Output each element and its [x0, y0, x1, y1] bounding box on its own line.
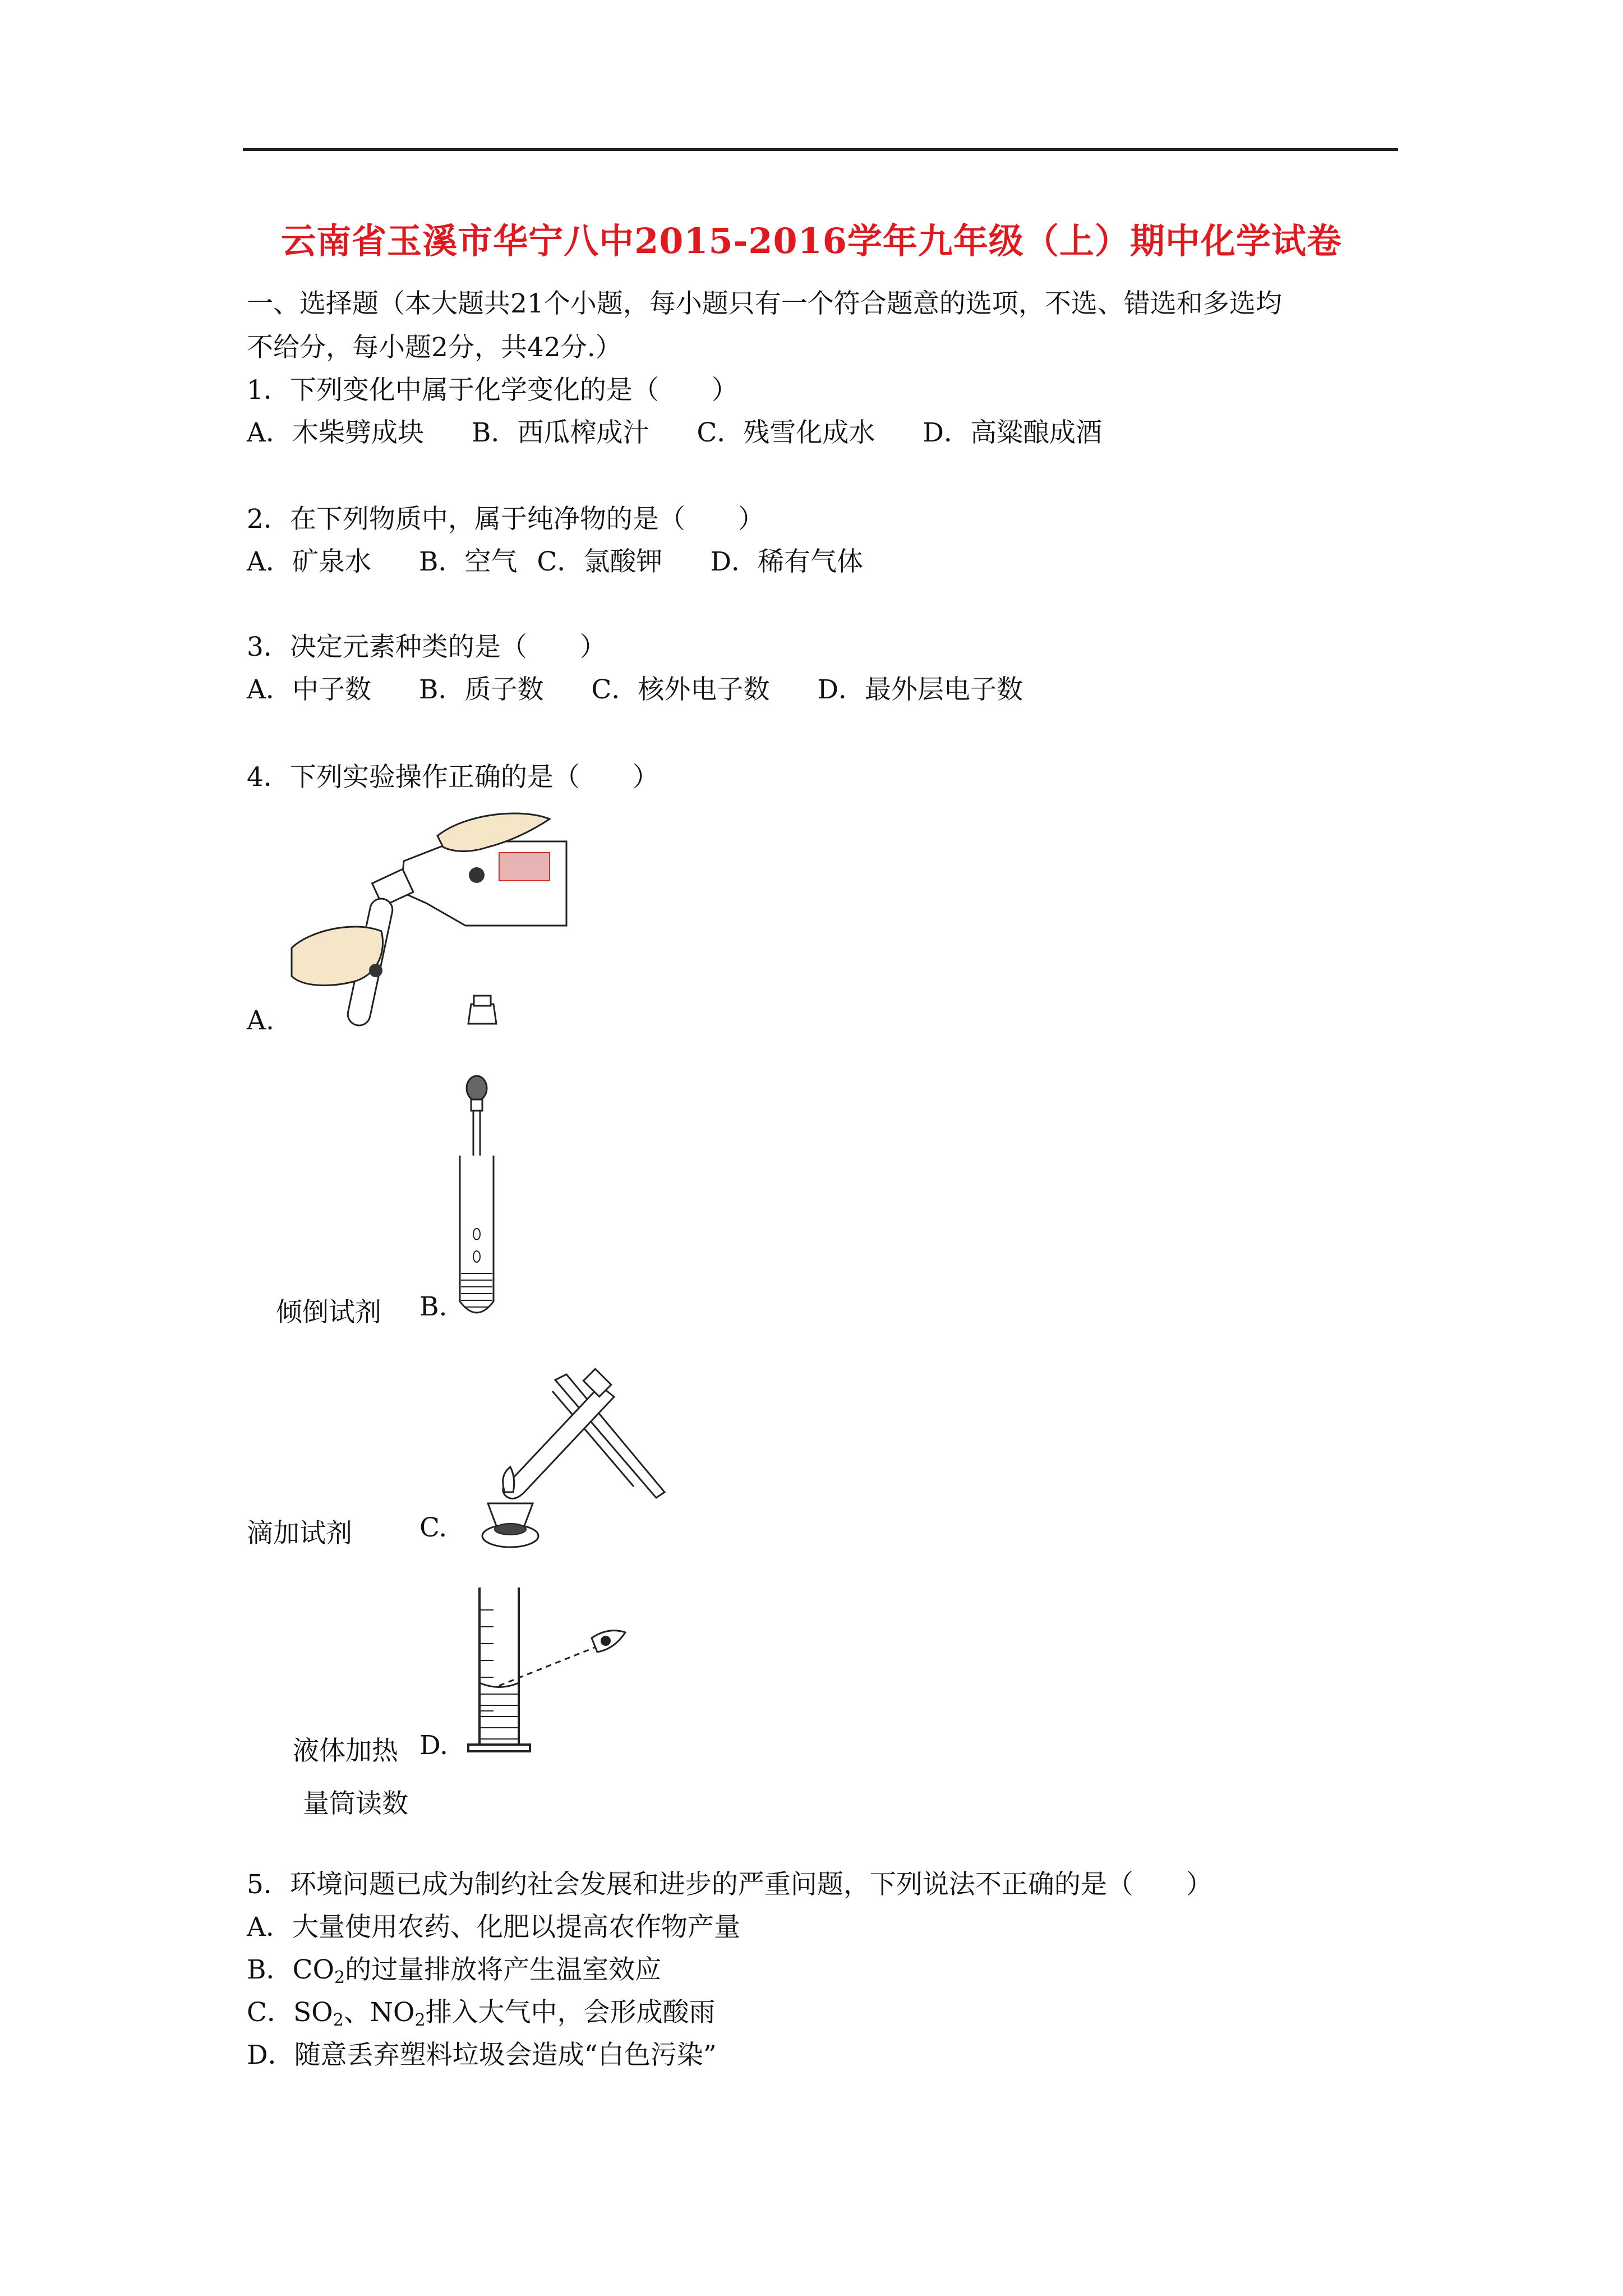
figure-heating-liquid [471, 1358, 673, 1554]
q1-option-a: A．木柴劈成块 [247, 417, 424, 448]
q3-option-b: B．质子数 [418, 674, 544, 705]
q2-option-b: B．空气 [418, 546, 518, 577]
question-2-options [247, 545, 863, 579]
q3-option-a: A．中子数 [247, 674, 371, 705]
q3-option-c: C．核外电子数 [591, 674, 770, 705]
q2-option-d: D．稀有气体 [710, 546, 864, 577]
q5-option-c: C．$SO_2$、$NO_2$排入大气中，会形成酸雨 [247, 1997, 716, 2030]
question-5-stem: 5．环境问题已成为制约社会发展和进步的严重问题，下列说法不正确的是（ ） [247, 1869, 1212, 1900]
q2-option-a: A．矿泉水 [247, 546, 371, 577]
question-1-options [247, 416, 1102, 450]
q1-option-d: D．高粱酿成酒 [923, 417, 1103, 448]
q1-option-b: B．西瓜榨成汁 [471, 417, 649, 448]
header-rule [243, 148, 1398, 151]
q2-option-c: C．氯酸钾 [537, 546, 663, 577]
q5-option-a: A．大量使用农药、化肥以提高农作物产量 [247, 1912, 740, 1943]
figure-dropper [449, 1071, 516, 1324]
page-title: 云南省玉溪市华宁八中2015-2016学年九年级（上）期中化学试卷 [281, 220, 1342, 261]
q3-option-d: D．最外层电子数 [817, 674, 1023, 705]
q4-label-b: B. [419, 1291, 448, 1322]
section-heading-line1: 一、选择题（本大题共21个小题，每小题只有一个符合题意的选项，不选、错选和多选均 [247, 288, 1282, 319]
q4-caption-a: 倾倒试剂 [276, 1297, 381, 1328]
q4-caption-b: 滴加试剂 [247, 1518, 352, 1549]
figure-graduated-cylinder [463, 1576, 631, 1761]
q4-label-d: D. [419, 1730, 448, 1761]
question-3-stem: 3．决定元素种类的是（ ） [247, 632, 606, 662]
question-2-stem: 2．在下列物质中，属于纯净物的是（ ） [247, 504, 764, 535]
figure-pouring-reagent [286, 808, 578, 1043]
q4-caption-d: 量筒读数 [303, 1788, 408, 1819]
q1-option-c: C．残雪化成水 [697, 417, 875, 448]
question-3-options [247, 673, 1023, 707]
q5-option-d: D．随意丢弃塑料垃圾会造成“白色污染” [247, 2040, 717, 2070]
q4-label-a: A. [247, 1005, 274, 1036]
q5-option-b: B．$CO_2$的过量排放将产生温室效应 [247, 1954, 662, 1987]
question-1-stem: 1．下列变化中属于化学变化的是（ ） [247, 375, 738, 406]
q4-caption-c: 液体加热 [293, 1736, 398, 1766]
section-heading-line2: 不给分，每小题2分，共42分.） [247, 332, 622, 363]
q4-label-c: C. [419, 1512, 448, 1543]
question-4-stem: 4．下列实验操作正确的是（ ） [247, 762, 659, 793]
